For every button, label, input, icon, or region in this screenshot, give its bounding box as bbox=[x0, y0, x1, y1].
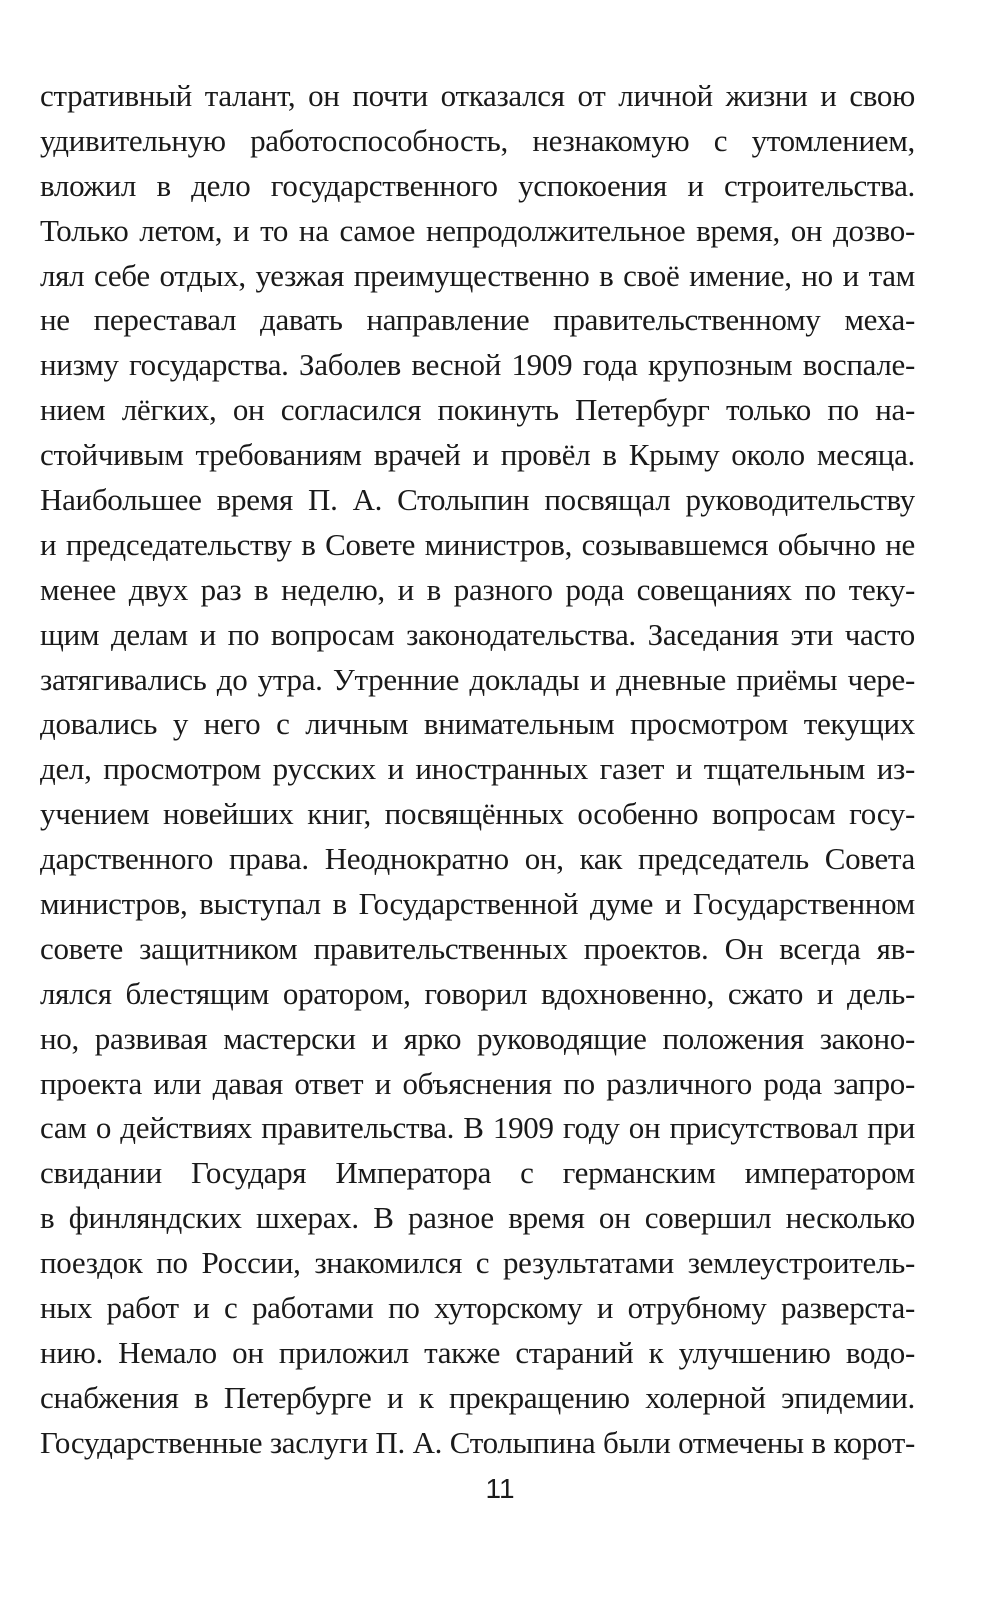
page-number: 11 bbox=[485, 1473, 515, 1504]
text-line: не переставал давать направление правительственному меха- bbox=[40, 302, 915, 338]
text-line: менее двух раз в неделю, и в разного рода совещаниях по теку- bbox=[40, 571, 915, 607]
text-line: снабжения в Петербурге и к прекращению холерной эпидемии. bbox=[40, 1379, 915, 1415]
body-text bbox=[40, 74, 915, 1466]
text-line: в финляндских шхерах. В разное время он совершил несколько bbox=[40, 1200, 915, 1236]
text-line: но, развивая мастерски и ярко руководящие положения законо- bbox=[40, 1020, 915, 1056]
text-line: проекта или давая ответ и объяснения по различного рода запро- bbox=[40, 1065, 915, 1101]
text-line: нию. Немало он приложил также стараний к улучшению водо- bbox=[40, 1334, 915, 1370]
text-line: щим делам и по вопросам законодательства. Заседания эти часто bbox=[40, 616, 915, 652]
text-line: дел, просмотром русских и иностранных газет и тщательным из- bbox=[40, 751, 915, 787]
text-line: свидании Государя Императора с германским императором bbox=[40, 1155, 915, 1191]
text-line: Наибольшее время П. А. Столыпин посвящал руководительству bbox=[40, 482, 915, 518]
text-line: затягивались до утра. Утренние доклады и дневные приёмы чере- bbox=[40, 661, 915, 697]
text-line: стративный талант, он почти отказался от личной жизни и свою bbox=[40, 78, 915, 113]
text-line: низму государства. Заболев весной 1909 года крупозным воспале- bbox=[40, 347, 915, 383]
text-line: дарственного права. Неоднократно он, как председатель Совета bbox=[40, 841, 915, 877]
text-line: учением новейших книг, посвящённых особенно вопросам госу- bbox=[40, 796, 915, 832]
text-line: Государственные заслуги П. А. Столыпина были отмечены в корот- bbox=[40, 1424, 915, 1460]
text-line: Только летом, и то на самое непродолжительное время, он дозво- bbox=[40, 212, 915, 248]
text-line: нием лёгких, он согласился покинуть Петербург только по на- bbox=[40, 392, 915, 428]
text-line: лял себе отдых, уезжая преимущественно в своё имение, но и там bbox=[40, 257, 915, 293]
text-line: и председательству в Совете министров, созывавшемся обычно не bbox=[40, 526, 915, 562]
text-line: ных работ и с работами по хуторскому и отрубному разверста- bbox=[40, 1290, 915, 1326]
text-line: довались у него с личным внимательным просмотром текущих bbox=[40, 706, 915, 742]
text-line: совете защитником правительственных проектов. Он всегда яв- bbox=[40, 930, 915, 966]
text-line: стойчивым требованиям врачей и провёл в Крыму около месяца. bbox=[40, 437, 915, 473]
text-line: сам о действиях правительства. В 1909 году он присутствовал при bbox=[40, 1110, 915, 1146]
text-line: вложил в дело государственного успокоения и строительства. bbox=[40, 167, 915, 203]
text-line: удивительную работоспособность, незнакомую с утомлением, bbox=[40, 122, 915, 158]
text-line: поездок по России, знакомился с результатами землеустроитель- bbox=[40, 1245, 915, 1281]
text-line: министров, выступал в Государственной думе и Государственном bbox=[40, 886, 915, 922]
text-line: лялся блестящим оратором, говорил вдохновенно, сжато и дель- bbox=[40, 975, 915, 1011]
